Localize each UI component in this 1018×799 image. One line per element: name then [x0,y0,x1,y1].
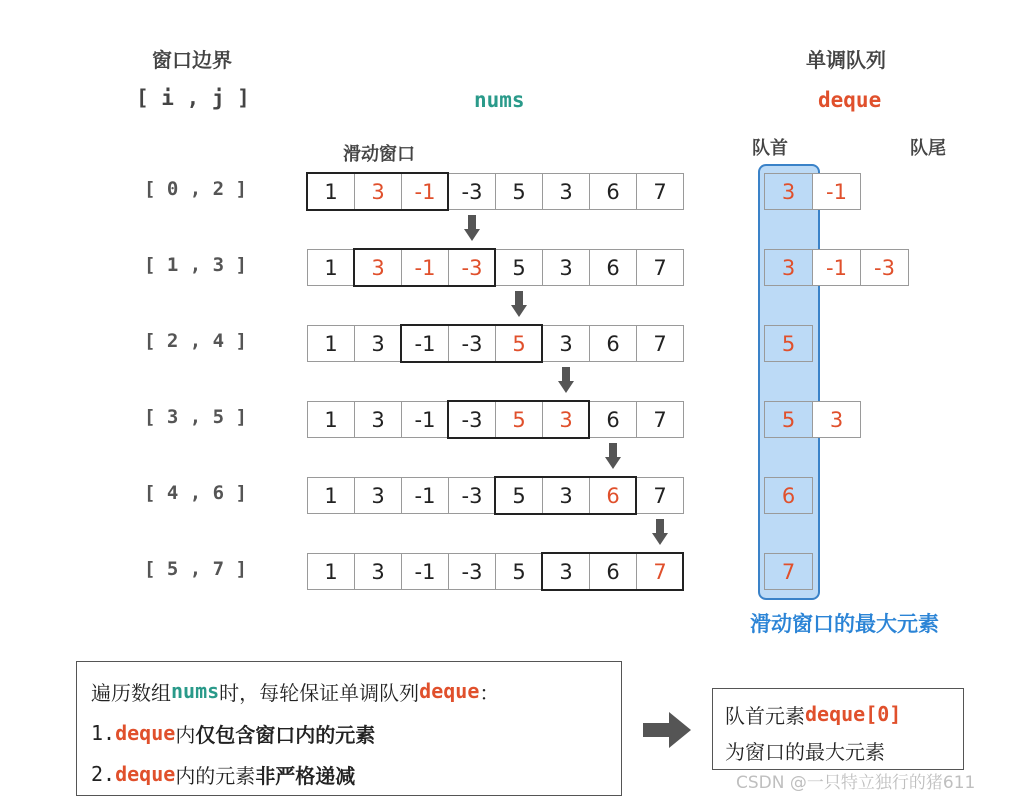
nums-cell: 6 [589,553,637,590]
nums-cell: 3 [354,173,402,210]
nums-cell: 5 [495,249,543,286]
down-arrow-icon [558,367,574,393]
nums-cell: 6 [589,249,637,286]
nums-cell: 1 [307,325,355,362]
nums-cell: 7 [636,401,684,438]
note-text: ： [479,680,500,705]
nums-cell: 1 [307,401,355,438]
deque-cell: -3 [860,249,909,286]
down-arrow-icon [511,291,527,317]
nums-cell: -1 [401,325,449,362]
nums-cell: -3 [448,477,496,514]
note-text: 内 [175,722,196,747]
deque-row [764,325,812,362]
note-right-line-2: 为窗口的最大元素 [725,739,885,764]
deque-head-cell: 7 [764,553,813,590]
deque-head-highlight [758,164,820,600]
row-range-label: [ 2 , 4 ] [144,330,247,352]
nums-cell: 5 [495,477,543,514]
monotonic-queue-header: 单调队列 [806,48,886,72]
nums-cell: 7 [636,173,684,210]
row-range-label: [ 5 , 7 ] [144,558,247,580]
nums-cell: 3 [354,553,402,590]
nums-row [307,173,683,210]
deque-cell: -1 [812,173,861,210]
deque-head-cell: 5 [764,401,813,438]
nums-cell: 3 [542,477,590,514]
nums-cell: 6 [589,477,637,514]
queue-head-label: 队首 [752,138,788,159]
note-box-right [712,688,964,770]
nums-cell: 3 [542,553,590,590]
nums-cell: 7 [636,477,684,514]
nums-cell: 5 [495,173,543,210]
nums-cell: 5 [495,325,543,362]
note-emphasis: 非严格递减 [255,763,356,788]
nums-cell: 3 [542,325,590,362]
deque-row [764,249,908,286]
note-line-1 [91,676,499,706]
deque-head-cell: 3 [764,173,813,210]
nums-cell: -3 [448,325,496,362]
nums-header: nums [474,88,525,112]
down-arrow-icon [605,443,621,469]
watermark: CSDN @一只特立独行的猪611 [736,773,976,793]
note-line-3 [91,759,355,789]
row-range-label: [ 0 , 2 ] [144,178,247,200]
row-range-label: [ 3 , 5 ] [144,406,247,428]
nums-cell: 3 [542,173,590,210]
note-deque: deque [419,679,480,703]
nums-cell: 1 [307,477,355,514]
nums-cell: 7 [636,325,684,362]
window-bounds-header: 窗口边界 [152,48,232,72]
note-box-left [76,661,622,796]
deque-cell: 3 [812,401,861,438]
nums-row [307,325,683,362]
nums-cell: 1 [307,249,355,286]
note-number: 2. [91,762,116,786]
nums-cell: 6 [589,401,637,438]
nums-cell: 1 [307,553,355,590]
queue-tail-label: 队尾 [910,138,946,159]
nums-cell: 6 [589,173,637,210]
nums-cell: 1 [307,173,355,210]
nums-row [307,477,683,514]
deque-row [764,401,860,438]
deque-cell: -1 [812,249,861,286]
note-text: 遍历数组 [91,680,171,705]
deque-caption: 滑动窗口的最大元素 [750,612,939,636]
nums-cell: -3 [448,553,496,590]
deque-header: deque [818,88,882,112]
right-arrow-icon [643,712,691,748]
nums-cell: -1 [401,553,449,590]
deque-row [764,553,812,590]
nums-cell: 3 [542,401,590,438]
nums-cell: -3 [448,401,496,438]
nums-cell: -1 [401,249,449,286]
nums-cell: 3 [354,325,402,362]
note-nums: nums [171,679,220,703]
nums-row [307,249,683,286]
deque-head-cell: 5 [764,325,813,362]
deque-head-cell: 6 [764,477,813,514]
nums-cell: -3 [448,249,496,286]
row-range-label: [ 1 , 3 ] [144,254,247,276]
note-right-line-1 [725,699,901,729]
nums-cell: 3 [354,249,402,286]
note-text: 队首元素 [725,703,805,728]
deque-row [764,477,812,514]
nums-cell: 5 [495,401,543,438]
sliding-window-label: 滑动窗口 [343,144,415,165]
nums-cell: 5 [495,553,543,590]
note-deque: deque [115,721,176,745]
nums-cell: 3 [542,249,590,286]
nums-row [307,553,683,590]
nums-cell: -3 [448,173,496,210]
nums-row [307,401,683,438]
down-arrow-icon [652,519,668,545]
nums-cell: 3 [354,401,402,438]
note-emphasis: 仅包含窗口内的元素 [195,722,376,747]
note-text: 内的元素 [175,763,256,788]
nums-cell: -1 [401,173,449,210]
note-number: 1. [91,721,116,745]
window-bounds-ij: [ i , j ] [136,86,250,110]
nums-cell: 6 [589,325,637,362]
row-range-label: [ 4 , 6 ] [144,482,247,504]
deque-head-cell: 3 [764,249,813,286]
nums-cell: -1 [401,401,449,438]
nums-cell: 3 [354,477,402,514]
nums-cell: 7 [636,249,684,286]
note-line-2 [91,718,375,748]
deque-row [764,173,860,210]
note-deque: deque [115,762,176,786]
down-arrow-icon [464,215,480,241]
note-deque-index: deque[0] [805,702,902,726]
note-text: 时，每轮保证单调队列 [219,680,420,705]
nums-cell: 7 [636,553,684,590]
nums-cell: -1 [401,477,449,514]
